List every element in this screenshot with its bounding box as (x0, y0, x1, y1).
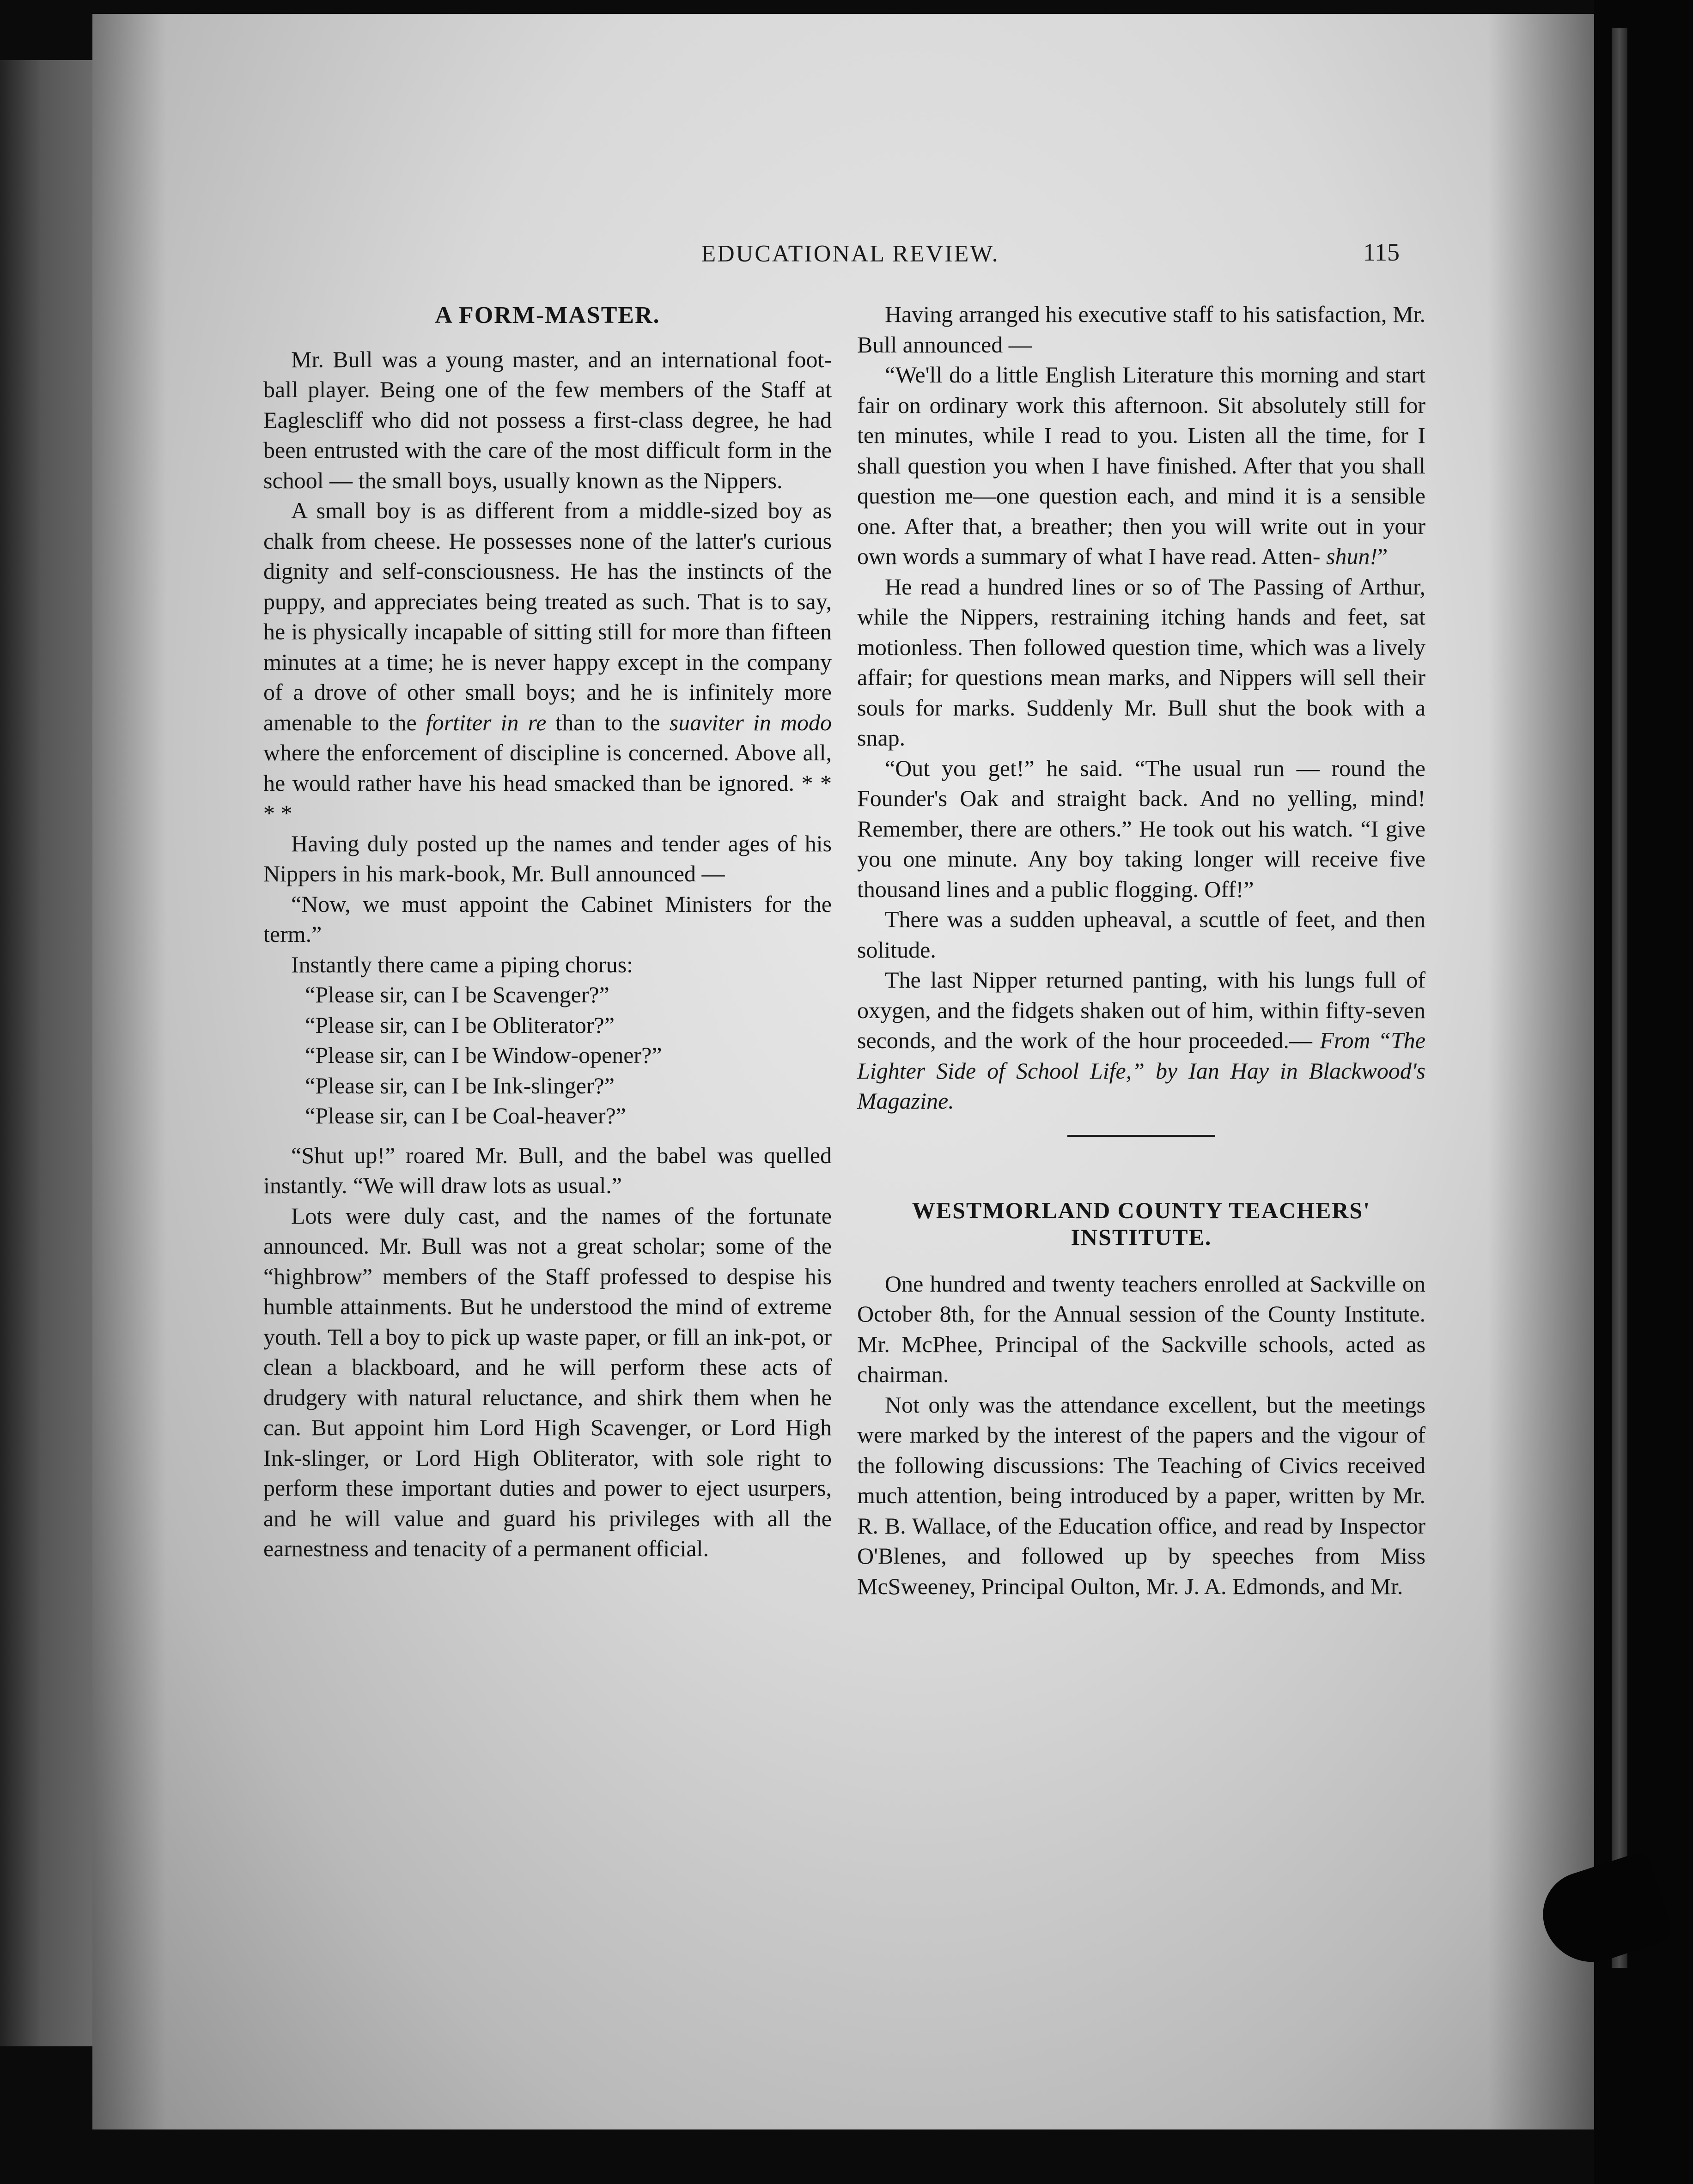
paragraph: There was a sudden upheaval, a scuttle of feet, and then solitude. (857, 906, 1425, 963)
paragraph: One hundred and twenty teachers enrolled at Sackville on October 8th, for the Annual session of the County Institute. Mr. McPhee, Principal of the Sackville schools, acted as chairman. (857, 1270, 1425, 1387)
chorus-line: “Please sir, can I be Coal-heaver?” (305, 1103, 626, 1128)
emphasis: shun! (1326, 543, 1378, 569)
paragraph: Having duly posted up the names and tender ages of his Nippers in his mark-book, Mr. Bull announced — (263, 830, 832, 886)
facing-page-edge (0, 60, 92, 2046)
chorus-line: “Please sir, can I be Obliterator?” (305, 1012, 615, 1038)
paragraph: Mr. Bull was a young master, and an international foot-ball player. Being one of the few members of the Staff at Eaglescliff who did not possess a first-class degree, he had been entrusted with the care of the most difficult form in the school — the small boys, usually known as the Nippers. (263, 346, 832, 493)
article-title: A FORM-MASTER. (435, 302, 660, 328)
chorus-line: “Please sir, can I be Ink-slinger?” (305, 1072, 615, 1098)
left-column (263, 300, 832, 1564)
chorus-line: “Please sir, can I be Window-opener?” (305, 1042, 662, 1068)
right-column (857, 299, 1425, 1602)
page-number: 115 (1363, 238, 1400, 266)
section-divider (1067, 1135, 1215, 1137)
paragraph: “Now, we must appoint the Cabinet Ministers for the term.” (263, 891, 832, 947)
paragraph: Having arranged his executive staff to his satisfaction, Mr. Bull announced — (857, 301, 1425, 358)
page-gutter-shadow (92, 14, 166, 2129)
paragraph: Not only was the attendance excellent, but the meetings were marked by the interest of the papers and the vigour of the following discussions: The Teaching of Civics received much attention, being introduced by a paper, written by Mr. R. B. Wallace, of the Education office, and read by Inspector O'Blenes, and followed up by speeches from Miss McSweeney, Principal Oulton, Mr. J. A. Edmonds, and Mr. (857, 1391, 1425, 1599)
paragraph: He read a hundred lines or so of The Passing of Arthur, while the Nippers, restraining itching hands and feet, sat motionless. Then followed question time, which was a lively affair; for questions mean marks, and Nippers will sell their souls for marks. Suddenly Mr. Bull shut the book with a snap. (857, 573, 1425, 751)
latin-phrase: suaviter in modo (669, 709, 832, 735)
paragraph: “Shut up!” roared Mr. Bull, and the babel was quelled instantly. “We will draw lots as usual.” (263, 1142, 832, 1198)
chorus-line: “Please sir, can I be Scavenger?” (305, 982, 609, 1007)
paragraph: “We'll do a little English Literature this morning and start fair on ordinary work this afternoon. Sit absolutely still for ten minutes, while I read to you. Listen all the time, for I shall question you when I have finished. After that you shall question me—one question each, and mind it is a sensible one. After that, a breather; then you will write out in your own words a summary of what I have read. Atten- shun!” (857, 362, 1425, 569)
paragraph: Instantly there came a piping chorus: (291, 951, 633, 977)
paragraph: “Out you get!” he said. “The usual run — round the Founder's Oak and straight back. And no yelling, mind! Remember, there are others.” He took out his watch. “I give you one minute. Any boy taking longer will receive five thousand lines and a public flogging. Off!” (857, 755, 1425, 902)
latin-phrase: fortiter in re (426, 709, 547, 735)
running-header: EDUCATIONAL REVIEW. (701, 241, 999, 267)
paragraph: A small boy is as different from a middle-sized boy as chalk from cheese. He possesses none of the latter's curious dignity and self-consciousness. He has the instincts of the puppy, and appreciates being treated as such. That is to say, he is physically incapable of sitting still for more than fifteen minutes at a time; he is never happy except in the company of a drove of other small boys; and he is infinitely more amenable to the fortiter in re than to the suaviter in modo where the enforcement of discipline is concerned. Above all, he would rather have his head smacked than be ignored. * * * * (263, 497, 832, 826)
chorus-list (263, 980, 832, 1131)
page-edge-shadow (1488, 14, 1594, 2129)
paragraph: The last Nipper returned panting, with his lungs full of oxygen, and the fidgets shaken out of him, within fifty-seven seconds, and the work of the hour proceeded.— From “The Lighter Side of School Life,” by Ian Hay in Blackwood's Magazine. (857, 967, 1425, 1114)
article-title-2: WESTMORLAND COUNTY TEACHERS' INSTITUTE. (912, 1197, 1371, 1250)
paragraph: Lots were duly cast, and the names of the fortunate announced. Mr. Bull was not a great scholar; some of the “highbrow” members of the Staff professed to despise his humble attainments. But he understood the mind of extreme youth. Tell a boy to pick up waste paper, or fill an ink-pot, or clean a blackboard, and he will perform these acts of drudgery with natural reluctance, and shirk them when he can. But appoint him Lord High Scavenger, or Lord High Ink-slinger, or Lord High Obliterator, with sole right to perform these important duties and power to eject usurpers, and he will value and guard his privileges with all the earnestness and tenacity of a permanent official. (263, 1202, 832, 1561)
source-citation: From “The Lighter Side of School Life,” by Ian Hay in Blackwood's Magazine. (857, 1027, 1425, 1114)
page-stack-sliver (1612, 28, 1627, 1968)
